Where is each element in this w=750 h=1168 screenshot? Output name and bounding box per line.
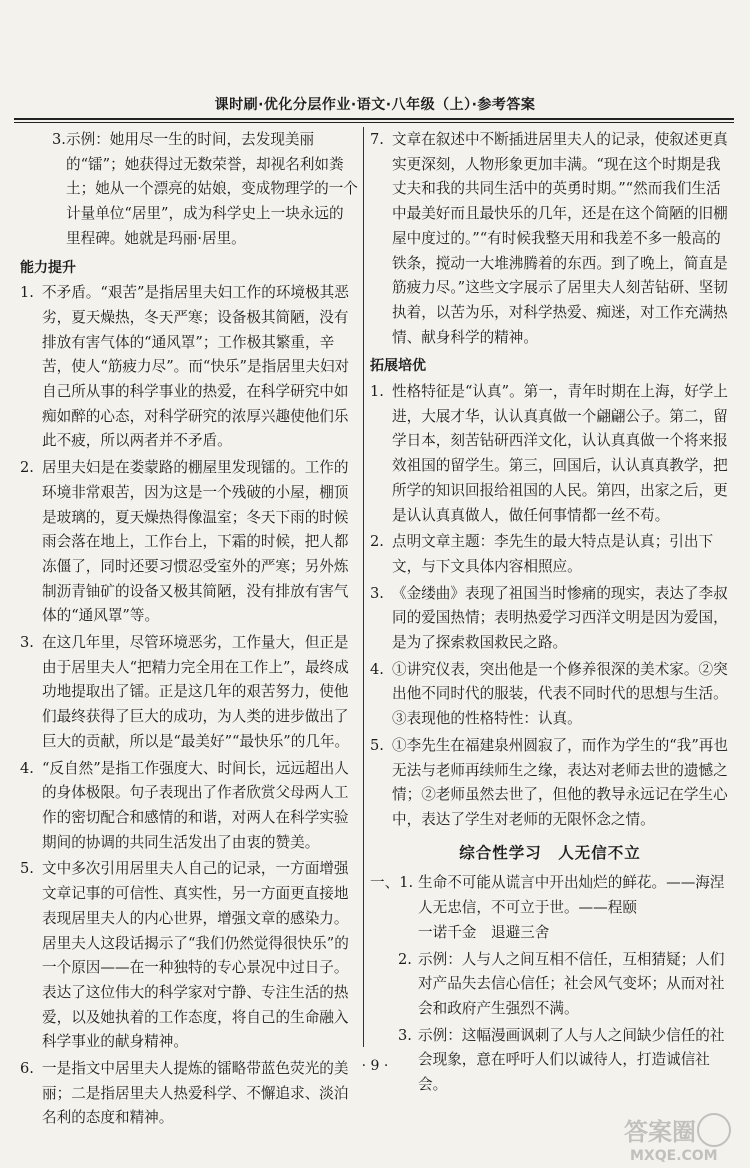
item-text: 示例：她用尽一生的时间，去发现美丽的“镭”；她获得过无数荣誉，却视名利如粪土；她从一个漂亮的姑娘，变成物理学的一个计量单位“居里”，成为科学史上一块永远的里程碑。她就是玛丽·居里。 (66, 131, 358, 247)
item-text: 居里夫妇是在娄蒙路的棚屋里发现镭的。工作的环境非常艰苦，因为这是一个残破的小屋，棚顶是玻璃的，夏天燥热得像温室；冬天下雨的时候雨会落在地上，工作台上，下霜的时候，把人都冻僵了，同时还要习惯忍受室外的严寒；另外炼制沥青铀矿的设备又极其简陋，没有排放有害气体的“通风罩”等。 (42, 459, 349, 625)
item-number: 3. (398, 1026, 412, 1044)
item-number: 2. (370, 533, 384, 551)
answer-item (370, 380, 730, 528)
header-rule-bottom (14, 122, 734, 123)
item-text: 示例：人与人之间互相不信任，互相猜疑；人们对产品失去信心信任；社会风气变坏；从而对社会和政府产生强烈不满。 (418, 950, 725, 1017)
item-number: 5. (370, 736, 384, 754)
section-title-extension: 拓展培优 (370, 358, 426, 375)
item-text: 在这几年里，尽管环境恶劣，工作量大，但正是由于居里夫人“把精力完全用在工作上”，最终成功地提取出了镭。正是这几年的艰苦努力，使他们最终获得了巨大的成功，为人类的进步做出了巨大的贡献，所以是“最美好”“最快乐”的几年。 (42, 634, 350, 750)
item-number: 3. (20, 634, 34, 652)
item-number: 4. (370, 660, 384, 678)
column-divider (363, 127, 364, 1047)
item-text: 一诺千金 退避三舍 (418, 923, 550, 941)
item-number: 5. (20, 860, 34, 878)
item-number: 7. (370, 131, 384, 148)
item-number: 3. (370, 584, 384, 602)
answer-item (370, 948, 730, 1022)
item-text: 文章在叙述中不断插进居里夫人的记录，使叙述更真实更深刻，人物形象更加丰满。“现在这个时期是我丈夫和我的共同生活中的英勇时期。”“然而我们生活中最美好而且最快乐的几年，还是在这个简陋的旧棚屋中度过的。”“有时候我整天用和我差不多一般高的铁条，搅动一大堆沸腾着的东西。到了晚上，简直是筋疲力尽。”这些文字展示了居里夫人刻苦钻研、坚韧执着，以苦为乐，对科学热爱、痴迷，对工作充满热情、献身科学的精神。 (392, 131, 728, 346)
unit-title: 综合性学习 人无信不立 (459, 843, 641, 862)
item-number: 6. (20, 1060, 34, 1078)
item-number: 3. (52, 131, 66, 148)
watermark-text: 答案圈 (624, 1118, 696, 1146)
item-number: 1. (370, 383, 384, 401)
item-text: 性格特征是“认真”。第一，青年时期在上海，好学上进，大展才华，认认真真做一个翩翩公子。第二，留学日本，刻苦钻研西洋文化，认认真真做一个将来报效祖国的留学生。第三，回国后，认认真真教学，把所学的知识回报给祖国的人民。第四，出家之后，更是认认真真做人，做任何事情都一丝不苟。 (392, 383, 728, 524)
item-text: 不矛盾。“艰苦”是指居里夫妇工作的环境极其恶劣，夏天燥热，冬天严寒；设备极其简陋，没有排放有害气体的“通风罩”；工作极其繁重，辛苦，使人“筋疲力尽”。而“快乐”是指居里夫妇对自己所从事的科学事业的热爱，在科学研究中如痴如醉的心态，对科学研究的浓厚兴趣使他们乐此不疲，所以两者并不矛盾。 (42, 284, 350, 450)
answer-item (370, 871, 740, 945)
item-text: 生命不可能从谎言中开出灿烂的鲜花。——海涅 人无忠信，不可立于世。——程颐 (418, 874, 740, 917)
item-text: ①李先生在福建泉州圆寂了，而作为学生的“我”再也无法与老师再续师生之缘，表达对老师去世的遗憾之情；②老师虽然去世了，但他的教导永远记在学生心中，表达了学生对老师的无限怀念之情。 (392, 736, 728, 828)
item-number: 2. (20, 459, 34, 477)
item-text: “反自然”是指工作强度大、时间长，远远超出人的身体极限。句子表现出了作者欣赏父母两人工作的密切配合和感情的和谐，对两人在科学实验期间的协调的共同生活发出了由衷的赞美。 (42, 759, 349, 851)
answer-item (20, 128, 358, 252)
answer-item (370, 658, 730, 732)
item-text: 示例：这幅漫画讽刺了人与人之间缺少信任的社会现象，意在呼吁人们以诚待人，打造诚信社会。 (418, 1026, 725, 1094)
item-number: 一、1. (370, 874, 414, 892)
answer-item (370, 128, 730, 350)
header-rule-top (14, 118, 734, 120)
answer-item (20, 281, 358, 454)
answer-item (20, 857, 358, 1055)
item-number: 4. (20, 759, 34, 777)
item-text: 《金缕曲》表现了祖国当时惨痛的现实，表达了李叔同的爱国热情；表明热爱学习西洋文明是因为爱国，是为了探索救国救民之路。 (392, 584, 728, 652)
answer-item (20, 757, 358, 856)
answer-item (370, 582, 730, 656)
item-number: 2. (398, 950, 412, 968)
answer-item (20, 456, 358, 629)
section-title-ability: 能力提升 (20, 259, 76, 276)
item-text: 文中多次引用居里夫人自己的记录，一方面增强文章记事的可信性、真实性，另一方面更直接地表现居里夫人的内心世界，增强文章的感染力。居里夫人这段话揭示了“我们仍然觉得很快乐”的一个原因——在一种独特的专心景况中过日子。表达了这位伟大的科学家对宁静、专注生活的热爱，以及她执着的工作态度，将自己的生命融入科学事业的献身精神。 (42, 860, 349, 1051)
item-number: 1. (20, 284, 34, 302)
left-column (20, 128, 358, 1133)
page-header: 课时刷·优化分层作业·语文·八年级（上）·参考答案 (214, 97, 536, 113)
item-text: 一是指文中居里夫人提炼的镭略带蓝色荧光的美丽；二是指居里夫人热爱科学、不懈追求、淡泊名利的态度和精神。 (42, 1060, 349, 1127)
answer-item (20, 631, 358, 755)
answer-item (370, 734, 730, 833)
item-text: 点明文章主题：李先生的最大特点是认真；引出下文，与下文具体内容相照应。 (392, 533, 714, 575)
right-column (370, 128, 740, 1100)
answer-item (370, 530, 730, 579)
watermark-logo (618, 1108, 738, 1164)
item-text: ①讲究仪表，突出他是一个修养很深的美术家。②突出他不同时代的服装，代表不同时代的思想与生活。③表现他的性格特性：认真。 (392, 660, 728, 728)
watermark-url: MXQE.COM (630, 1148, 718, 1164)
page-number: · 9 · (361, 1058, 389, 1074)
